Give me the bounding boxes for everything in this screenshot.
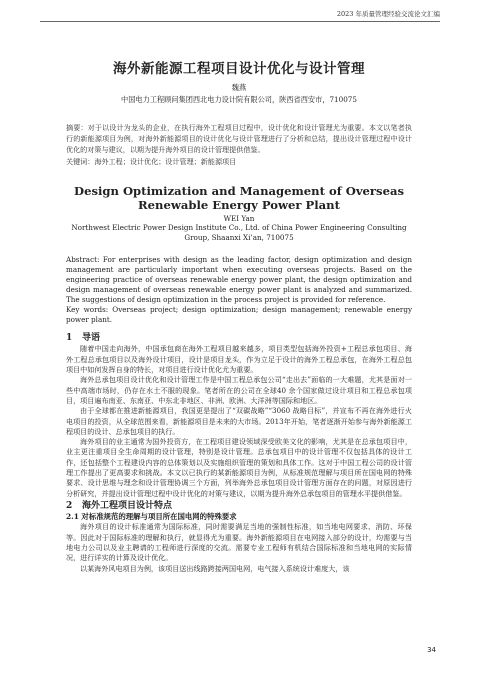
cn-abstract: 摘要：对于以设计为龙头的企业，在执行海外工程项目过程中，设计优化和设计管理尤为重要。本文以笔者执行的新能源项目为例，对海外新能源项目的设计优化与设计管理进行了分析和总结，提出设计管理过程中设计优化的对策与建议，以期为提升海外项目的设计管理提供借鉴。 [66, 123, 412, 155]
cn-title: 海外新能源工程项目设计优化与设计管理 [113, 61, 365, 77]
article-body [66, 57, 412, 574]
en-keywords: Key words: Overseas project; design optimization; design management; renewable energy power plant. [66, 305, 412, 325]
cn-affiliation: 中国电力工程顾问集团西北电力设计院有限公司，陕西省西安市，710075 [121, 95, 357, 104]
en-affiliation-line2: Group, Shaanxi Xi’an, 710075 [184, 232, 294, 242]
subsection-2-1-paragraph: 海外项目的设计标准通常为国际标准，同时需要满足当地的强制性标准，如当地电网要求、消防、环保等。因此对于国际标准的理解和执行，就显得尤为重要。海外新能源项目在电网接入部分的设计，均需要与当地电力公司以及业主聘请的工程师进行深度的交流。需要专业工程师有机结合国际标准和当地电网的实际情况，进行详实的计算及设计优化。 [66, 522, 412, 563]
section-1-paragraph: 海外总承包项目设计优化和设计管理工作是中国工程总承包公司“走出去”面临的一大难题，尤其是面对一些中高端市场时，仍存在水土不服的现象。笔者所在的公司在全球40 余个国家做过设计项目和工程总承包项目，项目遍布南亚、东南亚、中东北非地区、非洲、欧洲、大洋洲等国际和地区。 [66, 375, 412, 405]
en-title [66, 184, 412, 213]
en-affiliation [66, 223, 412, 243]
section-1-paragraph: 由于全球都在推进新能源项目，我国更是提出了“双碳战略”“3060 战略目标”，并宣布不再在海外进行火电项目的投资，从全球范围来看，新能源项目是未来的大市场。2013年开始，笔者逐渐开始参与海外新能源工程项目的设计、总承包项目的执行。 [66, 406, 412, 436]
en-title-line1: Design Optimization and Management of Overseas [74, 183, 404, 198]
section-2-title: 海外工程项目设计特点 [82, 500, 173, 511]
page-number: 34 [427, 646, 436, 654]
en-abstract: Abstract: For enterprises with design as the leading factor, design optimization and design management are particularly important when executing overseas projects. Based on the engineering practice of overseas renewable energy power plant, the design optimization and design management of overseas renewable energy power plant is analyzed and summarized. The suggestions of design optimization in the process project is provided for reference. [66, 254, 412, 305]
running-head: 2023 年质量管理经验交流论文汇编 [336, 10, 440, 18]
section-1-paragraph: 海外项目的业主通常为国外投资方，在工程项目建设领域深受欧美文化的影响，尤其是在总承包项目中，业主更注重项目全生命周期的设计管理，特别是设计管理。总承包项目中的设计管理不仅包括具体的设计工作，还包括整个工程建设内容的总体策划以及实施组织管理的策划和具体工作。这对于中国工程公司的设计管理工作提出了更高要求和挑战。本文以已执行的某新能源项目为例，从标准规范理解与项目所在国电网的特殊要求、设计思维与理念和设计管理协调三个方面，列举海外总承包项目设计管理方面存在的问题，对原因进行分析研究，并提出设计管理过程中设计优化的对策与建议，以期为提升海外总承包项目的管理水平提供借鉴。 [66, 437, 412, 498]
en-affiliation-line1: Northwest Electric Power Design Institute Co., Ltd. of China Power Engineering Consulting [71, 222, 407, 232]
en-author: WEI Yan [223, 213, 255, 223]
section-1-heading [66, 332, 412, 344]
header-rule [40, 21, 440, 22]
en-title-line2: Renewable Energy Power Plant [138, 198, 340, 213]
section-1-number: 1 [66, 333, 73, 344]
section-1-title: 导语 [82, 333, 101, 344]
section-2-heading [66, 500, 412, 512]
section-1-paragraph: 随着中国走向海外，中国承包商在海外工程项目越来越多，项目类型包括海外投资+工程总承包项目、海外工程总承包项目以及海外设计项目，设计是项目龙头，作为立足于设计的海外工程总承包，在海外工程总包项目中如何发挥自身的特长，对项目进行设计优化尤为重要。 [66, 344, 412, 375]
section-2-number: 2 [66, 500, 73, 511]
cn-keywords: 关键词：海外工程；设计优化；设计管理；新能源项目 [66, 156, 237, 166]
subsection-2-1-paragraph: 以某海外风电项目为例，该项目送出线路跨接两国电网，电气接入系统设计难度大，该 [80, 563, 350, 573]
subsection-2-1-heading: 2.1 对标准规范的理解与项目所在国电网的特殊要求 [66, 511, 237, 521]
cn-author: 魏燕 [231, 83, 247, 92]
